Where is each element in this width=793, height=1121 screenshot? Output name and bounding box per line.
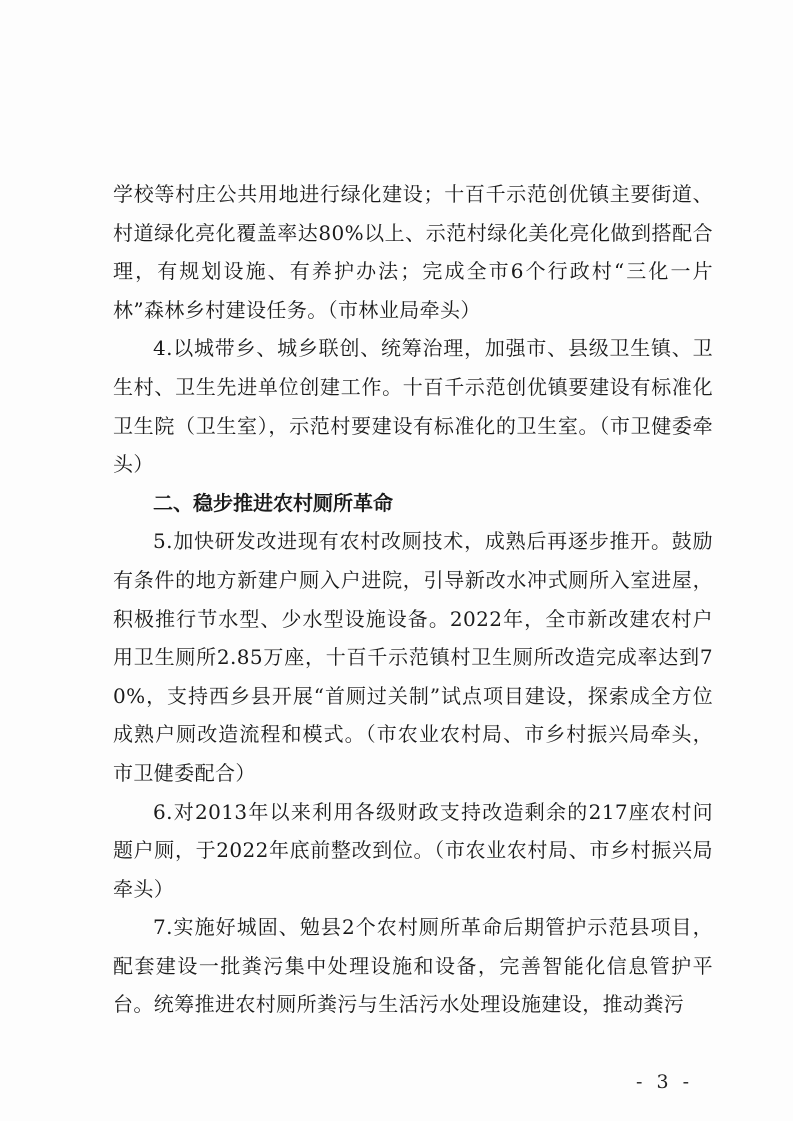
paragraph-continuation: 学校等村庄公共用地进行绿化建设；十百千示范创优镇主要街道、村道绿化亮化覆盖率达80%以上、示范村绿化美化亮化做到搭配合理，有规划设施、有养护办法；完成全市6个行政村“三化一片林”森林乡村建设任务。（市林业局牵头）	[113, 182, 713, 322]
document-body	[113, 175, 713, 1024]
paragraph-item-4: 4.以城带乡、城乡联创、统筹治理，加强市、县级卫生镇、卫生村、卫生先进单位创建工作。十百千示范创优镇要建设有标准化卫生院（卫生室），示范村要建设有标准化的卫生室。（市卫健委牵头）	[113, 336, 713, 477]
page-number: - 3 -	[636, 1071, 694, 1093]
paragraph-item-6: 6.对2013年以来利用各级财政支持改造剩余的217座农村问题户厕，于2022年底前整改到位。（市农业农村局、市乡村振兴局牵头）	[113, 799, 713, 901]
paragraph-item-5: 5.加快研发改进现有农村改厕技术，成熟后再逐步推开。鼓励有条件的地方新建户厕入户进院，引导新改水冲式厕所入室进屋，积极推行节水型、少水型设施设备。2022年，全市新改建农村户用卫生厕所2.85万座，十百千示范镇村卫生厕所改造完成率达到70%，支持西乡县开展“首厕过关制”试点项目建设，探索成全方位成熟户厕改造流程和模式。（市农业农村局、市乡村振兴局牵头，市卫健委配合）	[113, 529, 713, 785]
section-heading: 二、稳步推进农村厕所革命	[153, 490, 393, 515]
paragraph-item-7: 7.实施好城固、勉县2个农村厕所革命后期管护示范县项目，配套建设一批粪污集中处理设施和设备，完善智能化信息管护平台。统筹推进农村厕所粪污与生活污水处理设施建设，推动粪污	[113, 915, 713, 1017]
